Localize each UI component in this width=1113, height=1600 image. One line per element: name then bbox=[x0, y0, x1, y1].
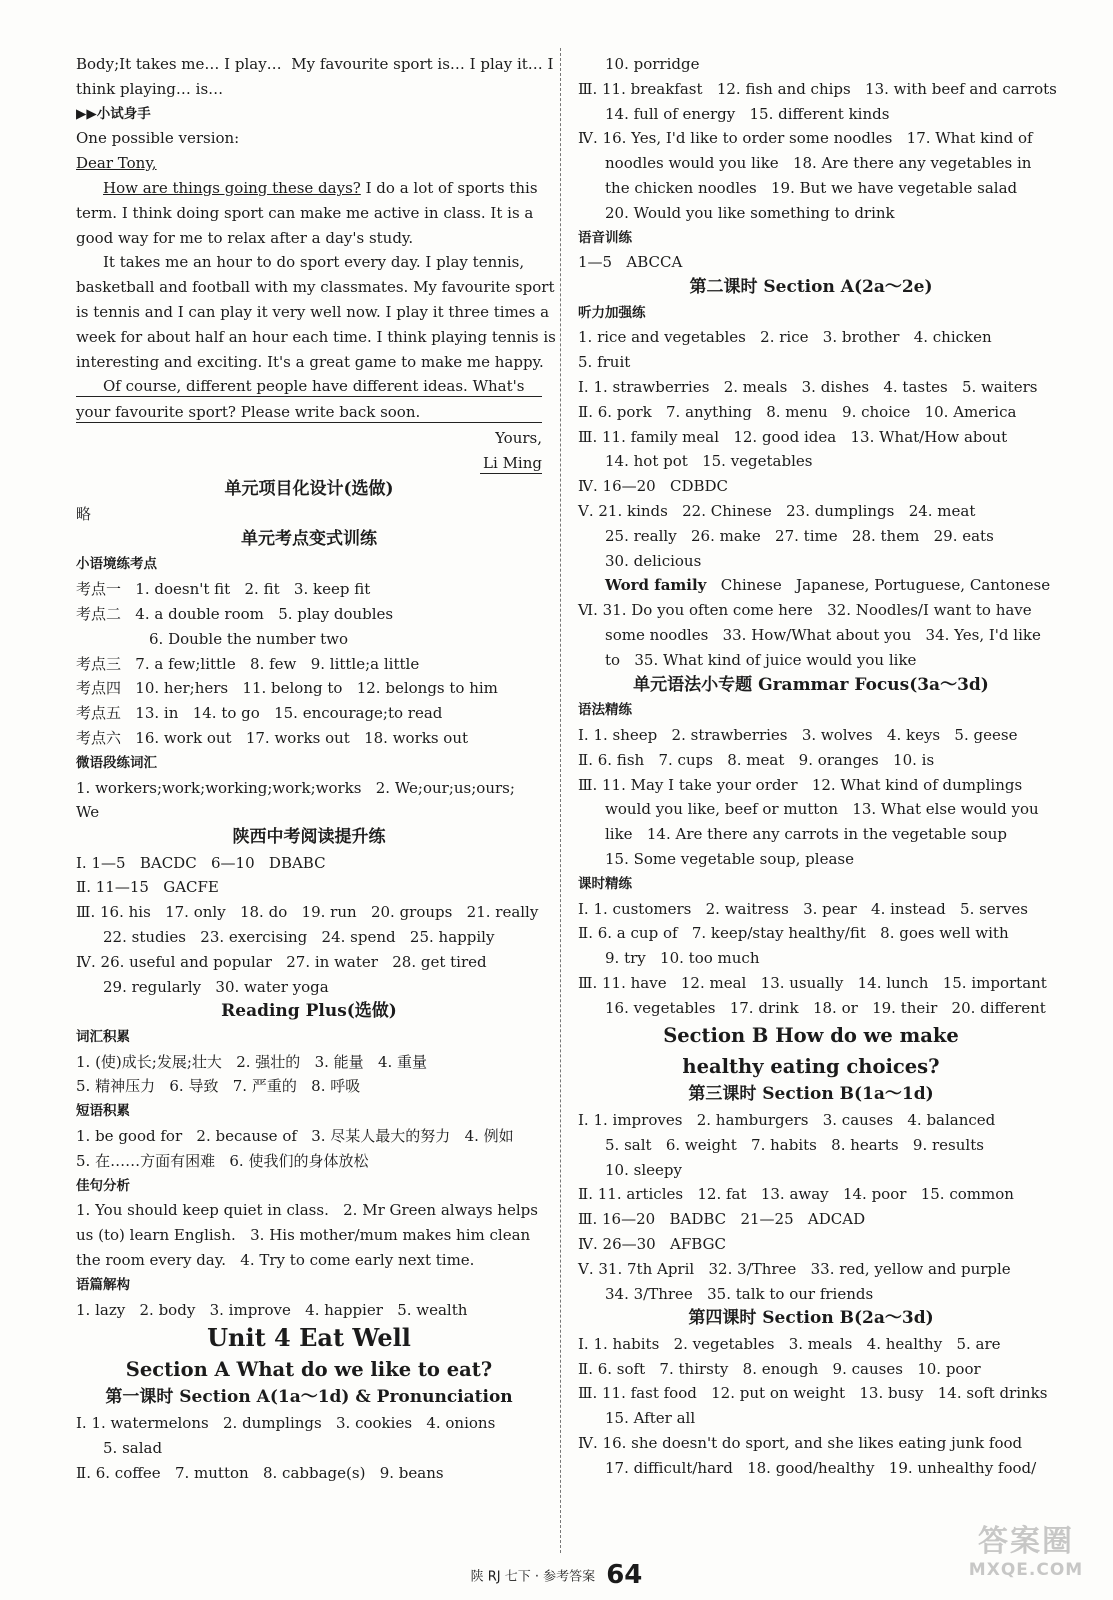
answer-line: 10. sleepy bbox=[605, 1160, 682, 1179]
watermark-url: MXQE.COM bbox=[968, 1560, 1084, 1580]
lesson-title: 第三课时 Section B(1a～1d) bbox=[688, 1084, 934, 1105]
answer-line: 1—5 ABCCA bbox=[578, 253, 683, 272]
answer-line: 30. delicious bbox=[605, 551, 702, 570]
section-b-title: healthy eating choices? bbox=[682, 1055, 940, 1079]
answer-line: 14. hot pot 15. vegetables bbox=[605, 452, 813, 471]
answer-line: 考点五 13. in 14. to go 15. encourage;to read bbox=[76, 704, 443, 723]
lesson-title: 第二课时 Section A(2a～2e) bbox=[689, 277, 933, 298]
answer-line: Ⅱ. 11—15 GACFE bbox=[76, 878, 219, 897]
answer-line: We bbox=[76, 803, 100, 822]
answer-line: Ⅴ. 31. 7th April 32. 3/Three 33. red, yellow and purple bbox=[578, 1259, 1011, 1278]
text-line: week for about half an hour each time. I think playing tennis is bbox=[76, 327, 556, 346]
answer-line: to 35. What kind of juice would you like bbox=[605, 650, 917, 669]
answer-line: 17. difficult/hard 18. good/healthy 19. unhealthy food/ bbox=[605, 1458, 1037, 1477]
answer-line: noodles would you like 18. Are there any vegetables in bbox=[605, 154, 1032, 173]
text-line: term. I think doing sport can make me active in class. It is a bbox=[76, 203, 534, 222]
answer-line: Ⅳ. 16. Yes, I'd like to order some noodles 17. What kind of bbox=[578, 129, 1033, 148]
answer-line: 10. porridge bbox=[605, 55, 700, 73]
word-family-label: Word family bbox=[605, 576, 707, 595]
answer-line: 29. regularly 30. water yoga bbox=[103, 977, 329, 996]
section-heading: ▶▶小试身手 bbox=[76, 105, 151, 122]
lesson-title: 第一课时 Section A(1a～1d) & Pronunciation bbox=[105, 1387, 513, 1408]
answer-line: 1. workers;work;working;work;works 2. We;our;us;ours; bbox=[76, 778, 515, 797]
text-line: is tennis and I can play it very well now. I play it three times a bbox=[76, 302, 550, 321]
lesson-title: 第四课时 Section B(2a～3d) bbox=[688, 1308, 934, 1329]
section-heading: 微语段练词汇 bbox=[76, 754, 157, 771]
answer-line: the room every day. 4. Try to come early next time. bbox=[76, 1251, 475, 1270]
underlined-text: How are things going these days? bbox=[103, 178, 361, 197]
answer-line: 34. 3/Three 35. talk to our friends bbox=[605, 1284, 874, 1303]
text-line: think playing… is… bbox=[76, 79, 224, 98]
answer-line: us (to) learn English. 3. His mother/mum makes him clean bbox=[76, 1226, 531, 1245]
section-heading: 语法精练 bbox=[578, 702, 632, 719]
section-title: 单元语法小专题 Grammar Focus(3a～3d) bbox=[633, 674, 989, 695]
left-column bbox=[76, 52, 556, 1485]
answer-line: 5. salt 6. weight 7. habits 8. hearts 9. results bbox=[605, 1135, 984, 1154]
answer-line: 1. You should keep quiet in class. 2. Mr Green always helps bbox=[76, 1201, 538, 1220]
answer-line: 1. be good for 2. because of 3. 尽某人最大的努力 4. 例如 bbox=[76, 1127, 514, 1146]
answer-line: Ⅲ. 11. May I take your order 12. What kind of dumplings bbox=[578, 775, 1023, 794]
answer-line: 5. 精神压力 6. 导致 7. 严重的 8. 呼吸 bbox=[76, 1077, 361, 1096]
answer-line: 15. After all bbox=[605, 1409, 696, 1428]
answer-line: Ⅲ. 11. have 12. meal 13. usually 14. lunch 15. important bbox=[578, 973, 1047, 992]
answer-line: Ⅲ. 16—20 BADBC 21—25 ADCAD bbox=[578, 1210, 866, 1229]
answer-line: Ⅰ. 1. sheep 2. strawberries 3. wolves 4. keys 5. geese bbox=[578, 725, 1018, 744]
answer-line: 5. salad bbox=[103, 1438, 163, 1457]
answer-line: Ⅱ. 11. articles 12. fat 13. away 14. poor 15. common bbox=[578, 1185, 1014, 1204]
answer-line: 15. Some vegetable soup, please bbox=[605, 849, 854, 868]
page-number: 64 bbox=[606, 1560, 643, 1590]
answer-line: 考点四 10. her;hers 11. belong to 12. belongs to him bbox=[76, 679, 498, 698]
answer-line: 考点二 4. a double room 5. play doubles bbox=[76, 604, 394, 623]
answer-line: 25. really 26. make 27. time 28. them 29. eats bbox=[605, 526, 994, 545]
section-title: 陕西中考阅读提升练 bbox=[232, 827, 386, 848]
answer-line: Ⅴ. 21. kinds 22. Chinese 23. dumplings 24. meat bbox=[578, 502, 976, 521]
answer-line: Ⅵ. 31. Do you often come here 32. Noodles/I want to have bbox=[578, 601, 1032, 620]
text-line: your favourite sport? Please write back soon. bbox=[76, 403, 421, 422]
text-line: good way for me to relax after a day's study. bbox=[76, 228, 414, 247]
section-heading: 佳句分析 bbox=[76, 1177, 130, 1194]
section-title: Reading Plus(选做) bbox=[221, 1001, 397, 1022]
answer-line: some noodles 33. How/What about you 34. Yes, I'd like bbox=[605, 626, 1041, 645]
answer-line: like 14. Are there any carrots in the vegetable soup bbox=[605, 825, 1007, 844]
section-heading: 语音训练 bbox=[578, 229, 632, 246]
answer-line: Ⅱ. 6. coffee 7. mutton 8. cabbage(s) 9. beans bbox=[76, 1463, 444, 1482]
watermark-logo bbox=[951, 1516, 1101, 1596]
answer-line: 考点一 1. doesn't fit 2. fit 3. keep fit bbox=[76, 580, 371, 599]
answer-line: 5. fruit bbox=[578, 353, 631, 372]
answer-line: Ⅰ. 1. watermelons 2. dumplings 3. cookies 4. onions bbox=[76, 1413, 496, 1432]
answer-line: Ⅲ. 11. family meal 12. good idea 13. What/How about bbox=[578, 427, 1008, 446]
section-heading: 课时精练 bbox=[578, 875, 632, 892]
answer-line: Ⅰ. 1. customers 2. waitress 3. pear 4. instead 5. serves bbox=[578, 899, 1028, 918]
section-title: 单元考点变式训练 bbox=[241, 528, 377, 549]
section-heading: 词汇积累 bbox=[76, 1028, 130, 1045]
text-line: One possible version: bbox=[76, 129, 240, 148]
right-column bbox=[578, 52, 1057, 1481]
answer-line: 20. Would you like something to drink bbox=[605, 203, 895, 222]
text-line: Body;It takes me… I play… My favourite sport is… I play it… I bbox=[76, 55, 554, 73]
answer-line: Ⅱ. 6. a cup of 7. keep/stay healthy/fit 8. goes well with bbox=[578, 924, 1009, 943]
answer-line: 16. vegetables 17. drink 18. or 19. their 20. different bbox=[605, 998, 1046, 1017]
text-span: Chinese Japanese, Portuguese, Cantonese bbox=[706, 576, 1051, 595]
answer-line: would you like, beef or mutton 13. What else would you bbox=[605, 800, 1039, 819]
answer-line: Ⅲ. 11. fast food 12. put on weight 13. busy 14. soft drinks bbox=[578, 1384, 1048, 1403]
answer-line: Ⅰ. 1. strawberries 2. meals 3. dishes 4. tastes 5. waiters bbox=[578, 378, 1038, 397]
letter-signature: Li Ming bbox=[483, 453, 542, 472]
text-span: I do a lot of sports this bbox=[360, 178, 538, 197]
section-b-title: Section B How do we make bbox=[663, 1024, 959, 1048]
unit-title: Unit 4 Eat Well bbox=[207, 1323, 411, 1353]
page-footer bbox=[0, 1560, 1113, 1590]
answer-line: Ⅱ. 6. fish 7. cups 8. meat 9. oranges 10. is bbox=[578, 750, 935, 769]
answer-line: 考点三 7. a few;little 8. few 9. little;a little bbox=[76, 654, 420, 673]
answer-line: 1. rice and vegetables 2. rice 3. brother 4. chicken bbox=[578, 328, 992, 347]
answer-line: 1. (使)成长;发展;壮大 2. 强壮的 3. 能量 4. 重量 bbox=[76, 1052, 428, 1071]
answer-line: Ⅳ. 26—30 AFBGC bbox=[578, 1234, 727, 1253]
letter-closing: Yours, bbox=[495, 428, 542, 447]
letter-greeting: Dear Tony, bbox=[76, 154, 157, 173]
answer-line: Ⅲ. 11. breakfast 12. fish and chips 13. with beef and carrots bbox=[578, 79, 1057, 98]
answer-line: Ⅲ. 16. his 17. only 18. do 19. run 20. groups 21. really bbox=[76, 903, 539, 922]
footer-label: 陕 RJ 七下 · 参考答案 bbox=[470, 1569, 596, 1585]
answer-line: 5. 在……方面有困难 6. 使我们的身体放松 bbox=[76, 1151, 369, 1170]
answer-line: 9. try 10. too much bbox=[605, 949, 760, 968]
answer-line: Ⅰ. 1. habits 2. vegetables 3. meals 4. healthy 5. are bbox=[578, 1334, 1001, 1353]
section-heading: 语篇解构 bbox=[76, 1276, 130, 1293]
text-line: interesting and exciting. It's a great game to make me happy. bbox=[76, 352, 544, 371]
answer-line: Ⅳ. 16—20 CDBDC bbox=[578, 477, 729, 496]
answer-line: Ⅱ. 6. pork 7. anything 8. menu 9. choice 10. America bbox=[578, 402, 1017, 421]
answer-line: 22. studies 23. exercising 24. spend 25. happily bbox=[103, 928, 495, 946]
text-line: It takes me an hour to do sport every day. I play tennis, bbox=[103, 253, 525, 272]
section-heading: 小语境练考点 bbox=[76, 556, 157, 573]
answer-line: the chicken noodles 19. But we have vegetable salad bbox=[605, 178, 1018, 197]
answer-line: 14. full of energy 15. different kinds bbox=[605, 104, 890, 123]
answer-line: 6. Double the number two bbox=[149, 629, 349, 648]
answer-line: Ⅱ. 6. soft 7. thirsty 8. enough 9. causes 10. poor bbox=[578, 1359, 981, 1378]
section-title: 单元项目化设计(选做) bbox=[224, 478, 394, 499]
text-line: basketball and football with my classmates. My favourite sport bbox=[76, 278, 555, 297]
section-heading: 听力加强练 bbox=[578, 304, 646, 321]
answer-line: 1. lazy 2. body 3. improve 4. happier 5. wealth bbox=[76, 1300, 468, 1319]
answer-line bbox=[578, 573, 1051, 598]
answer-line: Ⅳ. 16. she doesn't do sport, and she likes eating junk food bbox=[578, 1434, 1023, 1453]
text-line bbox=[76, 176, 542, 201]
answer-line: 考点六 16. work out 17. works out 18. works out bbox=[76, 728, 469, 747]
answer-line: Ⅰ. 1—5 BACDC 6—10 DBABC bbox=[76, 853, 326, 872]
answer-line: Ⅰ. 1. improves 2. hamburgers 3. causes 4. balanced bbox=[578, 1110, 996, 1129]
text-line: 略 bbox=[76, 505, 92, 524]
text-line: Of course, different people have different ideas. What's bbox=[103, 377, 525, 396]
section-a-title: Section A What do we like to eat? bbox=[125, 1358, 493, 1382]
section-heading: 短语积累 bbox=[76, 1103, 130, 1120]
watermark-text: 答案圈 bbox=[978, 1524, 1074, 1559]
answer-line: Ⅳ. 26. useful and popular 27. in water 28. get tired bbox=[76, 952, 487, 971]
column-divider bbox=[560, 48, 561, 1553]
